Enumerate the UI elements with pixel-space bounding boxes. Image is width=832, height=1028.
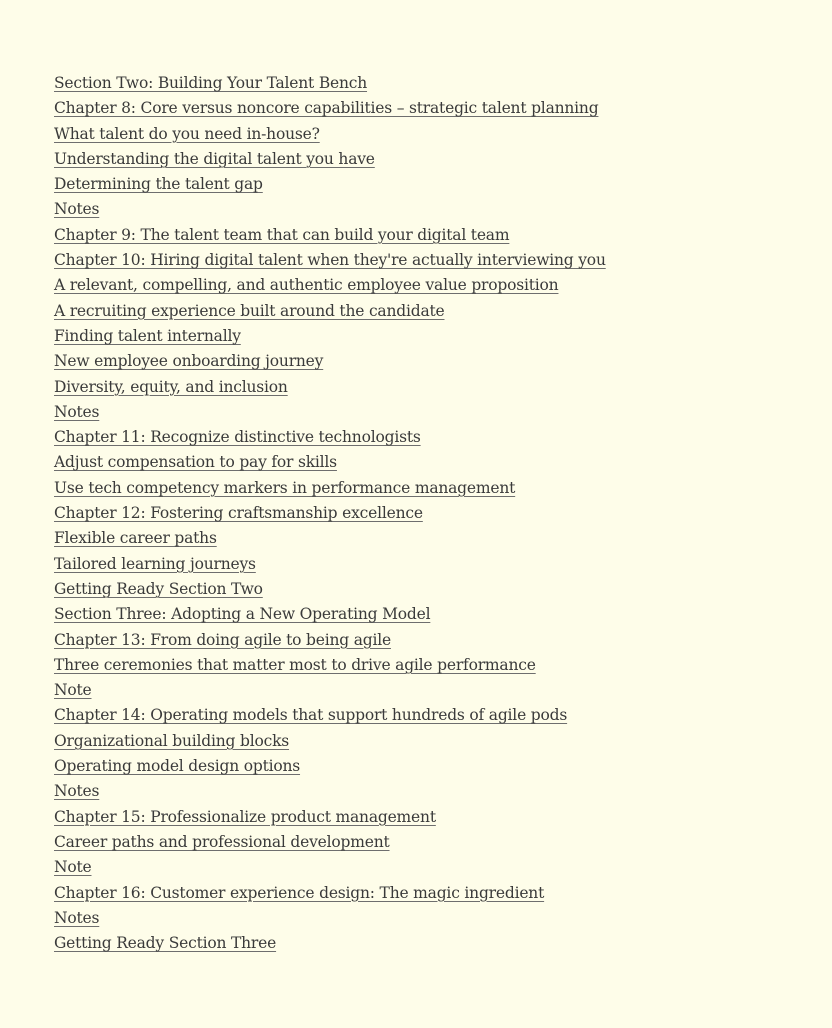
toc-link[interactable]: Getting Ready Section Two <box>54 579 263 598</box>
toc-link[interactable]: Adjust compensation to pay for skills <box>54 453 337 472</box>
toc-link[interactable]: Flexible career paths <box>54 529 217 548</box>
toc-link[interactable]: Chapter 11: Recognize distinctive technologists <box>54 428 421 447</box>
toc-link[interactable]: Diversity, equity, and inclusion <box>54 377 288 396</box>
toc-link[interactable]: Notes <box>54 200 100 219</box>
toc-link[interactable]: Three ceremonies that matter most to drive agile performance <box>54 655 536 674</box>
toc-link[interactable]: Chapter 8: Core versus noncore capabilities – strategic talent planning <box>54 99 599 118</box>
toc-link[interactable]: Notes <box>54 402 100 421</box>
toc-link[interactable]: Chapter 16: Customer experience design: The magic ingredient <box>54 883 545 902</box>
toc-link[interactable]: Chapter 10: Hiring digital talent when they're actually interviewing you <box>54 251 606 270</box>
toc-link[interactable]: Chapter 12: Fostering craftsmanship excellence <box>54 504 423 523</box>
toc-link[interactable]: New employee onboarding journey <box>54 352 324 371</box>
toc-link[interactable]: Section Three: Adopting a New Operating Model <box>54 605 431 624</box>
toc-link[interactable]: Determining the talent gap <box>54 175 263 194</box>
toc-link[interactable]: Tailored learning journeys <box>54 554 256 573</box>
toc-link[interactable]: Note <box>54 858 92 877</box>
toc-link[interactable]: Understanding the digital talent you have <box>54 149 375 168</box>
toc-link[interactable]: Operating model design options <box>54 757 301 776</box>
toc-link[interactable]: Section Two: Building Your Talent Bench <box>54 74 368 92</box>
toc-link[interactable]: Finding talent internally <box>54 326 241 345</box>
toc-link[interactable]: What talent do you need in-house? <box>54 124 320 143</box>
toc-link[interactable]: Chapter 15: Professionalize product management <box>54 807 436 826</box>
toc-link[interactable]: Chapter 9: The talent team that can build your digital team <box>54 225 510 244</box>
table-of-contents <box>54 71 606 956</box>
toc-link[interactable]: Notes <box>54 782 100 801</box>
toc-link[interactable]: Career paths and professional development <box>54 832 390 851</box>
toc-link[interactable]: Use tech competency markers in performance management <box>54 478 516 497</box>
toc-link[interactable]: Chapter 13: From doing agile to being agile <box>54 630 391 649</box>
toc-link[interactable]: Chapter 14: Operating models that support hundreds of agile pods <box>54 706 568 725</box>
toc-link[interactable]: Note <box>54 681 92 700</box>
toc-link[interactable]: Organizational building blocks <box>54 731 290 750</box>
toc-link[interactable]: Notes <box>54 908 100 927</box>
toc-link[interactable]: A relevant, compelling, and authentic employee value proposition <box>54 276 559 295</box>
toc-link[interactable]: A recruiting experience built around the candidate <box>54 301 445 320</box>
toc-link[interactable]: Getting Ready Section Three <box>54 934 277 953</box>
